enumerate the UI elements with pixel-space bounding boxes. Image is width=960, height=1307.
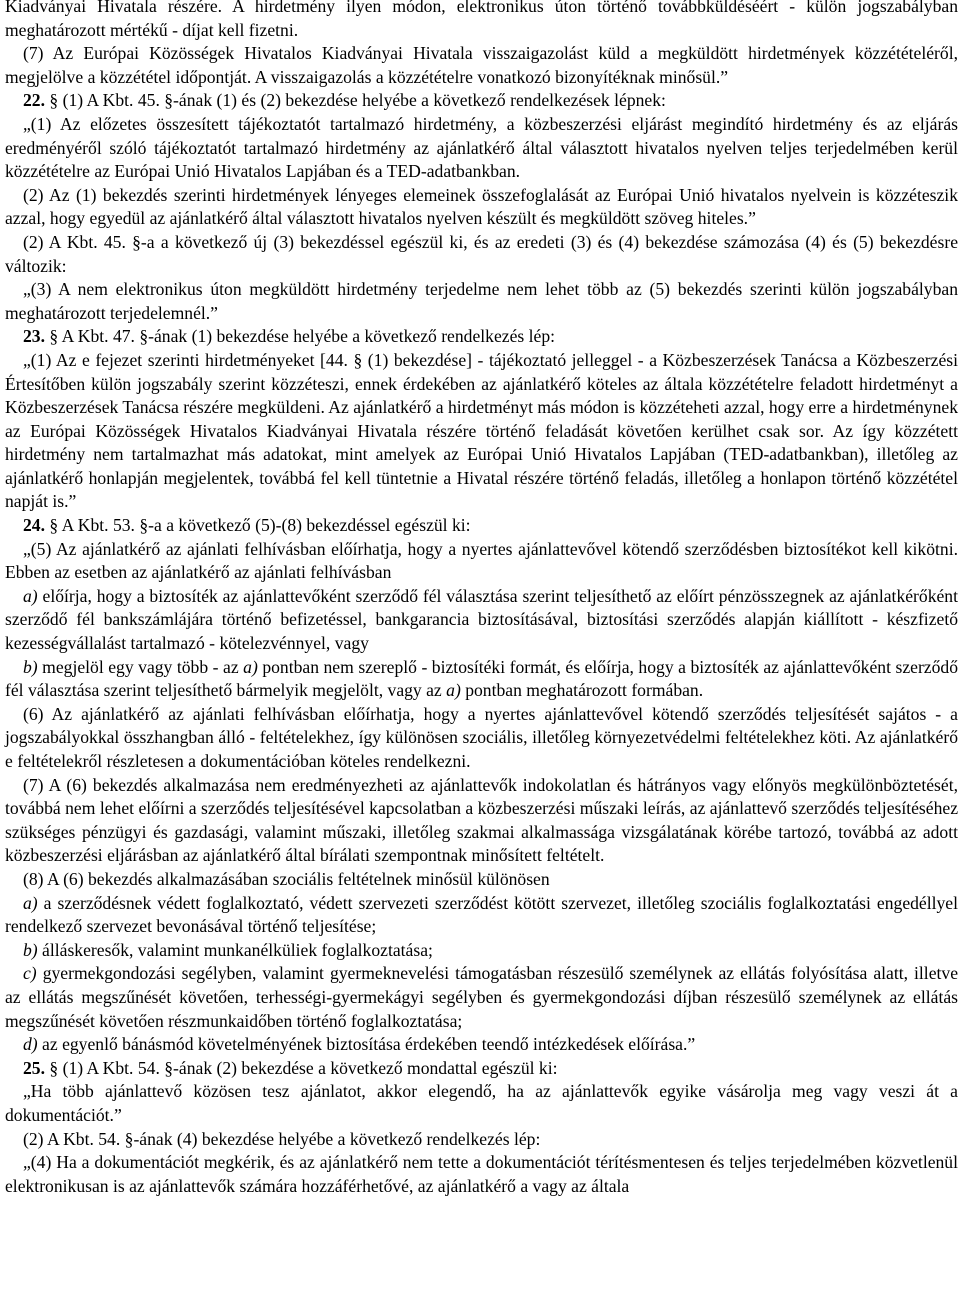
paragraph — [5, 514, 958, 538]
paragraph-text: (2) Az (1) bekezdés szerinti hirdetmények lényeges elemeinek összefoglalását az Európai Unió hivatalos nyelvein is közzéteszik azzal, hogy egyedül az ajánlatkérő által választott hivatalos nyelven készült és megküldött szöveg hiteles.” — [5, 184, 958, 229]
paragraph-text: „(1) Az előzetes összesített tájékoztatót tartalmazó hirdetmény, a közbeszerzési eljárást megindító hirdetmény és az eljárás eredményéről szóló tájékoztatót tartalmazó hirdetmény az ajánlatkérő által választott hivatalos nyelven teljes terjedelmében kerül közzétételre az Európai Unió Hivatalos Lapjában és a TED-adatbankban. — [5, 113, 958, 182]
list-marker: c) — [23, 963, 37, 984]
paragraph — [5, 278, 958, 325]
paragraph — [5, 231, 958, 278]
paragraph-text: a szerződésnek védett foglalkoztató, védett szervezeti szerződést kötött szervezet, illetőleg szociális foglalkoztatási engedéllyel rendelkező szervezet bevonásával történő teljesítése; — [5, 892, 958, 937]
paragraph — [5, 1033, 958, 1057]
paragraph-text: „(4) Ha a dokumentációt megkérik, és az ajánlatkérő nem tette a dokumentációt térítésmentesen és teljes terjedelmében közvetlenül elektronikusan is az ajánlattevők számára hozzáférhetővé, az ajánlatkérő a vagy az általa — [5, 1152, 958, 1196]
paragraph — [5, 1057, 958, 1081]
list-marker: a) — [23, 892, 38, 913]
paragraph — [5, 939, 958, 963]
paragraph-text: § A Kbt. 53. §-a a következő (5)-(8) bekezdéssel egészül ki: — [45, 515, 471, 536]
list-marker: a) — [23, 585, 38, 606]
paragraph-text: megjelöl egy vagy több - az — [37, 656, 244, 677]
paragraph-text: § (1) A Kbt. 54. §-ának (2) bekezdése a következő mondattal egészül ki: — [45, 1057, 558, 1078]
paragraph — [5, 656, 958, 703]
paragraph-text: § A Kbt. 47. §-ának (1) bekezdése helyébe a következő rendelkezés lép: — [45, 326, 556, 347]
list-marker: a) — [243, 656, 258, 677]
paragraph-text: „Ha több ajánlattevő közösen tesz ajánlatot, akkor elegendő, ha az ajánlattevők egyike vásárolja meg vagy veszi át a dokumentációt.” — [5, 1081, 958, 1125]
paragraph — [5, 0, 958, 42]
section-number: 25. — [23, 1057, 45, 1078]
paragraph-text: „(1) Az e fejezet szerinti hirdetményeket [44. § (1) bekezdése] - tájékoztató jelleggel - a Közbeszerzések Tanácsa a Közbeszerzési Értesítőben külön jogszabály szerint közzéteszi, ennek érdekében az ajánlatkérő köteles az általa közzétételre feladott hirdetményt a Közbeszerzések Tanácsa részére megküldeni. Az ajánlatkérő a hirdetményt más módon is közzéteheti azzal, hogy erre a hirdetménynek az Európai Közösségek Hivatalos Kiadványai Hivatala részére történő feladását követően kerülhet csak sor. Az így közzétett hirdetmény nem tartalmazhat más adatokat, mint amelyek az Európai Unió Hivatalos Lapjában (TED-adatbankban), illetőleg az ajánlatkérő honlapján megjelentek, továbbá fel kell tüntetnie a Hivatal részére történő feladás, illetőleg a honlapon történő közzététel napját is.” — [5, 349, 958, 512]
paragraph — [5, 89, 958, 113]
list-marker: b) — [23, 939, 38, 960]
paragraph — [5, 1151, 958, 1198]
paragraph — [5, 703, 958, 774]
paragraph-text: pontban nem szereplő - biztosítéki formát, és előírja, hogy a biztosíték az ajánlattevőként szerződő fél választása szerint teljesíthető bármelyik megjelölt, vagy az — [5, 656, 958, 701]
paragraph — [5, 325, 958, 349]
paragraph — [5, 538, 958, 585]
paragraph — [5, 349, 958, 514]
paragraph — [5, 42, 958, 89]
paragraph — [5, 113, 958, 184]
section-number: 22. — [23, 90, 45, 111]
paragraph-text: (8) A (6) bekezdés alkalmazásában szociális feltételnek minősül különösen — [23, 868, 550, 889]
list-marker: a) — [446, 680, 461, 701]
paragraph-text: az egyenlő bánásmód követelményének biztosítása érdekében teendő intézkedések előírása.” — [37, 1034, 696, 1055]
section-number: 24. — [23, 515, 45, 536]
paragraph-text: § (1) A Kbt. 45. §-ának (1) és (2) bekezdése helyébe a következő rendelkezések lépnek: — [45, 90, 666, 111]
paragraph — [5, 1080, 958, 1127]
paragraph-text: (7) A (6) bekezdés alkalmazása nem eredményezheti az ajánlattevők indokolatlan és hátrányos vagy előnyös megkülönböztetését, továbbá nem lehet előírni a szerződés teljesítésével kapcsolatban a közbeszerzési műszaki leírás, az ajánlattevő szerződés teljesítéséhez szükséges pénzügyi és gazdasági, valamint műszaki, illetőleg szakmai alkalmassága vizsgálatának körébe tartozó, továbbá az adott közbeszerzési eljárásban az ajánlatkérő által bírálati szempontnak minősített feltételt. — [5, 774, 958, 866]
paragraph — [5, 774, 958, 868]
section-number: 23. — [23, 326, 45, 347]
paragraph-text: „(5) Az ajánlatkérő az ajánlati felhívásban előírhatja, hogy a nyertes ajánlattevővel kötendő szerződésben biztosítékot kell kikötni. Ebben az esetben az ajánlatkérő az ajánlati felhívásban — [5, 538, 958, 583]
list-marker: b) — [23, 656, 38, 677]
paragraph-text: „(3) A nem elektronikus úton megküldött hirdetmény terjedelme nem lehet több az (5) bekezdés szerinti külön jogszabályban meghatározott terjedelemnél.” — [5, 279, 958, 323]
paragraph — [5, 1128, 958, 1152]
paragraph-text: (2) A Kbt. 45. §-a a következő új (3) bekezdéssel egészül ki, és az eredeti (3) és (4) bekezdése számozása (4) és (5) bekezdésre változik: — [5, 231, 958, 276]
paragraph-text: álláskeresők, valamint munkanélküliek foglalkoztatása; — [37, 939, 433, 960]
paragraph — [5, 868, 958, 892]
paragraph-text: előírja, hogy a biztosíték az ajánlattevőként szerződő fél választása szerint teljesíthető az előírt pénzösszegnek az ajánlatkérőként szerződő fél bankszámlájára történő befizetéssel, bankgarancia biztosításával, biztosítási szerződés alapján kiállított - készfizető kezességvállalást tartalmazó - kötelezvénnyel, vagy — [5, 585, 958, 654]
list-marker: d) — [23, 1034, 38, 1055]
paragraph-text: (2) A Kbt. 54. §-ának (4) bekezdése helyébe a következő rendelkezés lép: — [23, 1128, 541, 1149]
document-page — [5, 0, 958, 1198]
paragraph-text: gyermekgondozási segélyben, valamint gyermeknevelési támogatásban részesülő személynek az ellátás folyósítása alatt, illetve az ellátás megszűnését követően, terhességi-gyermekágyi segélyben és gyermekgondozási díjban részesülő személynek az ellátás megszűnését követően részmunkaidőben történő foglalkoztatása; — [5, 963, 958, 1031]
paragraph-text: pontban meghatározott formában. — [460, 680, 704, 701]
paragraph-text: Kiadványai Hivatala részére. A hirdetmény ilyen módon, elektronikus úton történő továbbküldéséért - külön jogszabályban meghatározott mértékű - díjat kell fizetni. — [5, 0, 958, 40]
paragraph — [5, 892, 958, 939]
paragraph — [5, 585, 958, 656]
paragraph-text: (7) Az Európai Közösségek Hivatalos Kiadványai Hivatala visszaigazolást küld a megküldött hirdetmények közzétételéről, megjelölve a közzététel időpontját. A visszaigazolás a közzétételre vonatkozó bizonyítéknak minősül.” — [5, 43, 958, 87]
paragraph-text: (6) Az ajánlatkérő az ajánlati felhívásban előírhatja, hogy a nyertes ajánlattevővel kötendő szerződés teljesítését sajátos - a jogszabályokkal összhangban álló - feltételekhez, így különösen szociális, illetőleg környezetvédelmi feltételekhez köti. Az ajánlatkérő e feltételekről részletesen a dokumentációban köteles rendelkezni. — [5, 703, 958, 771]
paragraph — [5, 184, 958, 231]
paragraph — [5, 962, 958, 1033]
